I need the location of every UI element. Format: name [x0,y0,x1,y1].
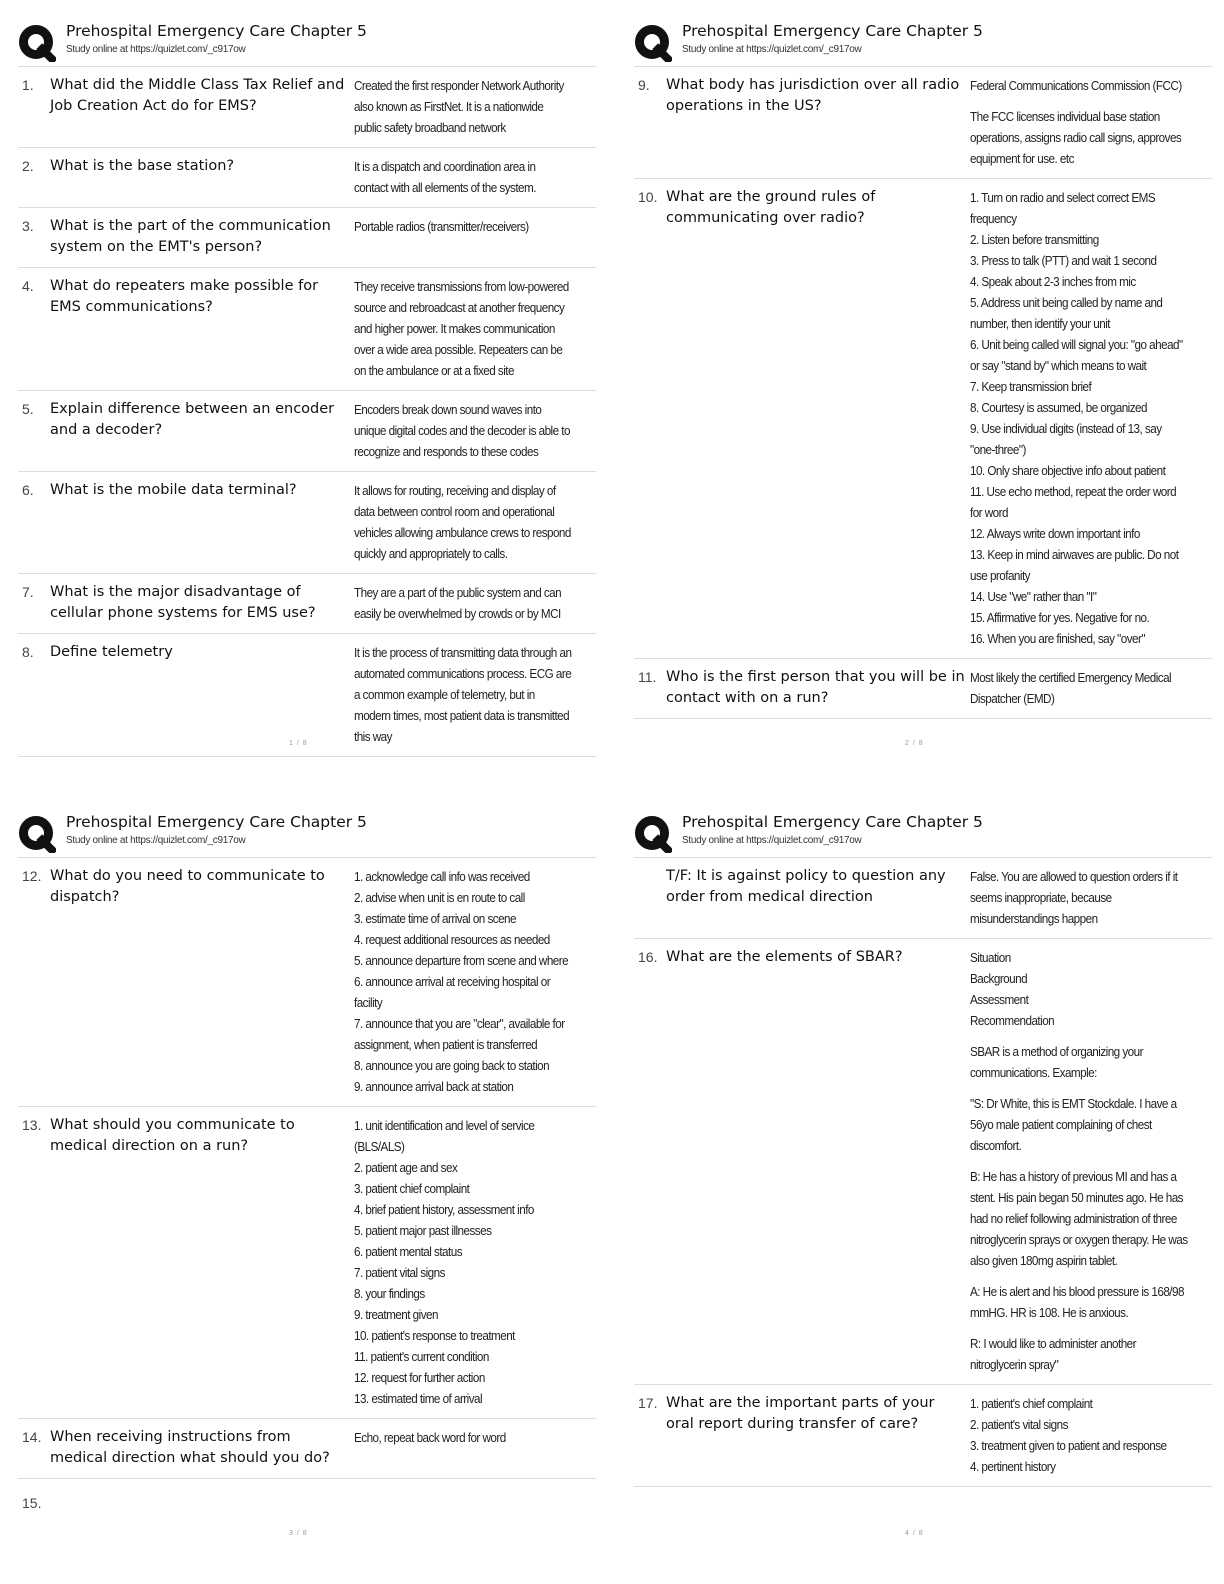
card-definition [354,1115,572,1409]
card-number: 5. [22,401,34,417]
card-definition [354,156,572,198]
document-title: Prehospital Emergency Care Chapter 5 [682,22,983,40]
card-definition [970,1393,1188,1477]
definition-paragraph: 1. Turn on radio and select correct EMS frequency 2. Listen before transmitting 3. Press to talk (PTT) and wait 1 second 4. Speak about 2-3 inches from mic 5. Address unit being called by name and number, then identify your unit 6. Unit being called will signal you: "go ahead" or say "stand by" which means to wait 7. Keep transmission brief 8. Courtesy is assumed, be organized 9. Use individual digits (instead of 13, say "one-three") 10. Only share objective info about patient 11. Use echo method, repeat the order word for word 12. Always write down important info 13. Keep in mind airwaves are public. Do not use profanity 14. Use "we" rather than "I" 15. Affirmative for yes. Negative for no. 16. When you are finished, say "over" [970,190,1183,646]
card-number: 9. [638,77,650,93]
definition-paragraph: R: I would like to administer another nitroglycerin spray" [970,1336,1137,1372]
flashcard-row [18,574,596,634]
definition-paragraph: They receive transmissions from low-powered source and rebroadcast at another frequency and higher power. It makes communication over a wide area possible. Repeaters can be on the ambulance or at a fixed site [354,279,569,378]
card-number: 1. [22,77,34,93]
definition-paragraph: B: He has a history of previous MI and has a stent. His pain began 50 minutes ago. He has had no relief following administration of three nitroglycerin sprays or oxygen therapy. He was also given 180mg aspirin tablet. [970,1169,1188,1268]
card-number: 8. [22,644,34,660]
card-number: 2. [22,158,34,174]
definition-paragraph: Portable radios (transmitter/receivers) [354,219,529,234]
study-link[interactable]: Study online at https://quizlet.com/_c917ow [66,835,246,846]
card-term: T/F: It is against policy to question any order from medical direction [666,868,946,905]
card-term: What is the major disadvantage of cellular phone systems for EMS use? [50,584,316,621]
card-term: What is the part of the communication system on the EMT's person? [50,218,331,255]
card-number: 15. [22,1495,42,1511]
card-number: 11. [638,669,657,685]
definition-paragraph: 1. acknowledge call info was received 2. advise when unit is en route to call 3. estimate time of arrival on scene 4. request additional resources as needed 5. announce departure from scene and where 6. announce arrival at receiving hospital or facility 7. announce that you are "clear", available for assignment, when patient is transferred 8. announce you are going back to station 9. announce arrival back at station [354,869,569,1094]
definition-paragraph: Most likely the certified Emergency Medical Dispatcher (EMD) [970,670,1172,706]
flashcard-row [634,858,1212,939]
flashcard-list [18,66,596,757]
card-term: Explain difference between an encoder and a decoder? [50,401,335,438]
definition-paragraph: Federal Communications Commission (FCC) [970,78,1182,93]
definition-paragraph: It is the process of transmitting data through an automated communications process. ECG are a common example of telemetry, but in modern times, most patient data is transmitted this way [354,645,572,744]
card-term [50,1493,354,1514]
card-definition [354,582,572,624]
definition-paragraph: The FCC licenses individual base station operations, assigns radio call signs, approves equipment for use. etc [970,109,1182,166]
flashcard-row [18,268,596,391]
flashcard-row [18,1107,596,1419]
definition-paragraph: 1. unit identification and level of service (BLS/ALS) 2. patient age and sex 3. patient chief complaint 4. brief patient history, assessment info 5. patient major past illnesses 6. patient mental status 7. patient vital signs 8. your findings 9. treatment given 10. patient's response to treatment 11. patient's current condition 12. request for further action 13. estimated time of arrival [354,1118,535,1406]
flashcard-row [18,858,596,1107]
card-definition [970,866,1188,929]
page-footer: 2 / 8 [905,740,924,747]
card-definition [354,1427,572,1469]
card-term: What are the elements of SBAR? [666,949,903,965]
document-title: Prehospital Emergency Care Chapter 5 [66,22,367,40]
card-definition [970,75,1188,169]
card-term: What do repeaters make possible for EMS communications? [50,278,319,315]
page-header [634,22,1212,62]
card-term: What should you communicate to medical direction on a run? [50,1117,295,1154]
card-number: 6. [22,482,34,498]
definition-paragraph: Created the first responder Network Authority also known as FirstNet. It is a nationwide public safety broadband network [354,78,564,135]
definition-paragraph: Encoders break down sound waves into unique digital codes and the decoder is able to recognize and responds to these codes [354,402,570,459]
card-term: What did the Middle Class Tax Relief and Job Creation Act do for EMS? [50,77,345,114]
card-number: 14. [22,1429,42,1445]
definition-paragraph: Echo, repeat back word for word [354,1430,506,1445]
definition-paragraph: They are a part of the public system and can easily be overwhelmed by crowds or by MCI [354,585,562,621]
card-term: Define telemetry [50,644,173,660]
card-number: 7. [22,584,34,600]
card-definition [970,187,1188,649]
card-definition [354,399,572,462]
card-term: What do you need to communicate to dispatch? [50,868,325,905]
definition-paragraph: 1. patient's chief complaint 2. patient's vital signs 3. treatment given to patient and response 4. pertinent history [970,1396,1167,1474]
definition-paragraph: "S: Dr White, this is EMT Stockdale. I have a 56yo male patient complaining of chest discomfort. [970,1096,1177,1153]
card-number: 13. [22,1117,42,1133]
flashcard-row [634,939,1212,1385]
flashcard-row [18,148,596,208]
definition-paragraph: SBAR is a method of organizing your communications. Example: [970,1044,1143,1080]
document-title: Prehospital Emergency Care Chapter 5 [682,813,983,831]
card-number [634,866,666,929]
card-number: 4. [22,278,34,294]
flashcard-row [18,208,596,268]
study-link[interactable]: Study online at https://quizlet.com/_c917ow [66,44,246,55]
page-header [18,813,596,853]
card-number: 3. [22,218,34,234]
page-header [18,22,596,62]
definition-paragraph: A: He is alert and his blood pressure is 168/98 mmHG. HR is 108. He is anxious. [970,1284,1184,1320]
flashcard-list [634,857,1212,1487]
flashcard-row [634,1385,1212,1487]
card-definition [354,216,572,258]
flashcard-row [18,391,596,472]
card-definition [354,866,572,1097]
flashcard-row [18,472,596,574]
study-link[interactable]: Study online at https://quizlet.com/_c917ow [682,835,862,846]
page-1 [18,22,596,757]
definition-paragraph: Situation Background Assessment Recommendation [970,950,1055,1028]
quizlet-logo-icon [634,815,672,853]
card-term: Who is the first person that you will be in contact with on a run? [666,669,965,706]
card-term: What body has jurisdiction over all radio operations in the US? [666,77,960,114]
card-definition [354,642,572,747]
card-definition [970,667,1188,709]
quizlet-logo-icon [18,24,56,62]
page-2 [634,22,1212,719]
definition-paragraph: It allows for routing, receiving and display of data between control room and operational vehicles allowing ambulance crews to respond quickly and appropriately to calls. [354,483,571,561]
card-number: 10. [638,189,658,205]
card-term: What are the important parts of your oral report during transfer of care? [666,1395,935,1432]
card-term: What is the mobile data terminal? [50,482,297,498]
card-number: 16. [638,949,658,965]
flashcard-row [18,67,596,148]
flashcard-row [18,1479,596,1523]
page-3 [18,813,596,1523]
page-footer: 3 / 8 [289,1530,308,1537]
card-definition [354,276,572,381]
page-footer: 1 / 8 [289,740,308,747]
flashcard-row [634,67,1212,179]
card-term: When receiving instructions from medical direction what should you do? [50,1429,330,1466]
card-number: 12. [22,868,42,884]
quizlet-logo-icon [634,24,672,62]
flashcard-list [18,857,596,1523]
card-number: 17. [638,1395,658,1411]
flashcard-list [634,66,1212,719]
card-term: What is the base station? [50,158,235,174]
page-4 [634,813,1212,1487]
definition-paragraph: False. You are allowed to question orders if it seems inappropriate, because misunderstandings happen [970,869,1178,926]
quizlet-logo-icon [18,815,56,853]
card-term: What are the ground rules of communicating over radio? [666,189,876,226]
flashcard-row [18,634,596,757]
page-footer: 4 / 8 [905,1530,924,1537]
flashcard-row [634,659,1212,719]
document-title: Prehospital Emergency Care Chapter 5 [66,813,367,831]
study-link[interactable]: Study online at https://quizlet.com/_c917ow [682,44,862,55]
card-definition [354,1493,572,1514]
card-definition [970,947,1188,1375]
definition-paragraph: It is a dispatch and coordination area in contact with all elements of the system. [354,159,536,195]
card-definition [354,480,572,564]
card-definition [354,75,572,138]
flashcard-row [18,1419,596,1479]
flashcard-row [634,179,1212,659]
page-header [634,813,1212,853]
